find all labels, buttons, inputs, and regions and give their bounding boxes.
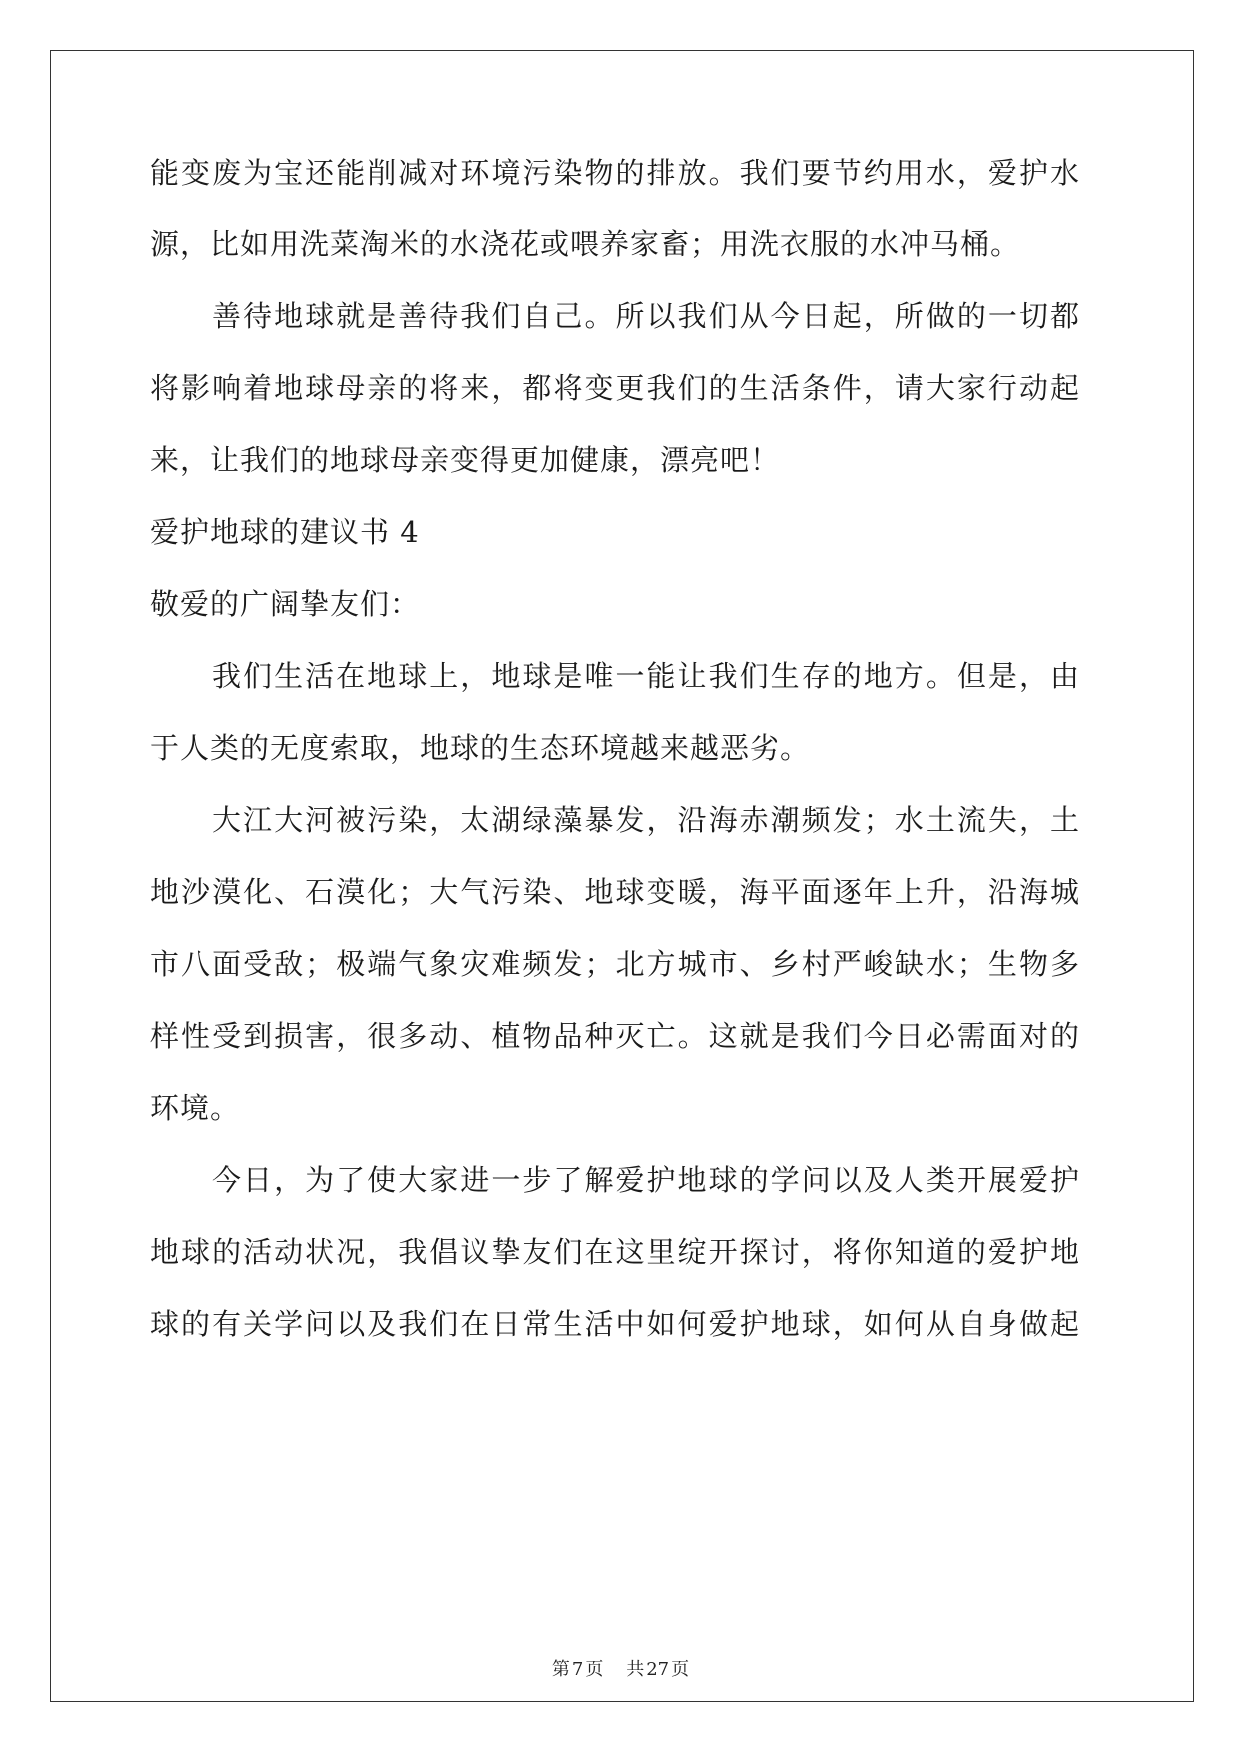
text-line: 地球的活动状况，我倡议挚友们在这里绽开探讨，将你知道的爱护地 — [150, 1235, 1080, 1269]
text-line: 源，比如用洗菜淘米的水浇花或喂养家畜；用洗衣服的水冲马桶。 — [150, 227, 1021, 261]
text-line: 于人类的无度索取，地球的生态环境越来越恶劣。 — [150, 731, 811, 765]
text-line: 来，让我们的地球母亲变得更加健康，漂亮吧！ — [150, 443, 781, 477]
page-label-prefix: 第 — [551, 1659, 570, 1680]
text-line: 善待地球就是善待我们自己。所以我们从今日起，所做的一切都 — [212, 299, 1080, 333]
text-line: 大江大河被污染，太湖绿藻暴发，沿海赤潮频发；水土流失，土 — [212, 803, 1080, 837]
text-line: 样性受到损害，很多动、植物品种灭亡。这就是我们今日必需面对的 — [150, 1019, 1080, 1053]
text-line: 球的有关学问以及我们在日常生活中如何爱护地球，如何从自身做起 — [150, 1307, 1080, 1341]
total-page-count: 27 — [646, 1659, 670, 1680]
text-line: 敬爱的广阔挚友们： — [150, 587, 421, 621]
text-line: 爱护地球的建议书 4 — [150, 515, 420, 549]
text-line: 环境。 — [150, 1091, 241, 1125]
page-label-suffix: 页 — [585, 1659, 604, 1680]
text-line: 我们生活在地球上，地球是唯一能让我们生存的地方。但是，由 — [212, 659, 1080, 693]
page-footer — [0, 1655, 1241, 1681]
text-line: 市八面受敌；极端气象灾难频发；北方城市、乡村严峻缺水；生物多 — [150, 947, 1080, 981]
text-line: 今日，为了使大家进一步了解爱护地球的学问以及人类开展爱护 — [212, 1163, 1080, 1197]
text-line: 地沙漠化、石漠化；大气污染、地球变暖，海平面逐年上升，沿海城 — [150, 875, 1080, 909]
text-line: 将影响着地球母亲的将来，都将变更我们的生活条件，请大家行动起 — [150, 371, 1080, 405]
total-label-suffix: 页 — [671, 1659, 690, 1680]
text-line: 能变废为宝还能削减对环境污染物的排放。我们要节约用水，爱护水 — [150, 156, 1080, 190]
total-label-prefix: 共 — [626, 1659, 645, 1680]
current-page-number: 7 — [571, 1659, 584, 1680]
